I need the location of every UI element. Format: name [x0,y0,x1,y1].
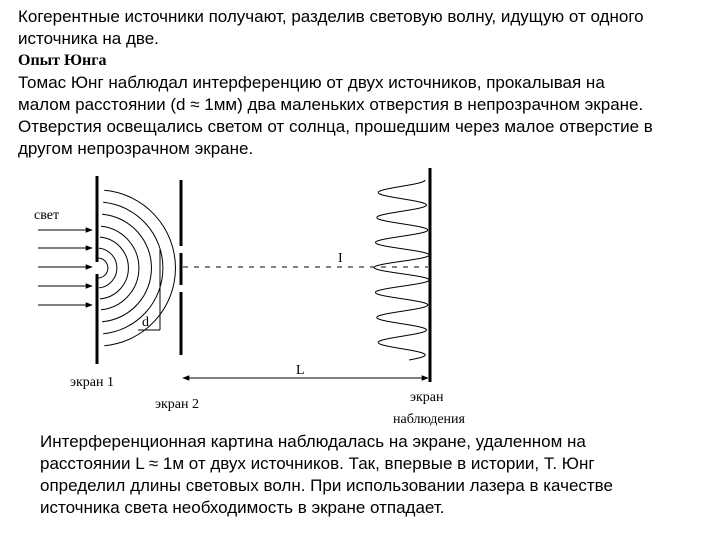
conclusion-line-4: источника света необходимость в экране отпадает. [40,498,445,517]
conclusion-line-3: определил длины световых волн. При использовании лазера в качестве [40,476,613,495]
screen-2-label: экран 2 [155,397,200,412]
observation-screen-label-line-2: наблюдения [393,412,465,427]
conclusion-line-1: Интерференционная картина наблюдалась на экране, удаленном на [40,432,586,451]
description-line-2: малом расстоянии (d ≈ 1мм) два маленьких отверстия в непрозрачном экране. [18,95,644,114]
intro-line-2: источника на две. [18,29,159,48]
wavefront-arc [102,214,151,322]
conclusion-line-2: расстоянии L ≈ 1м от двух источников. Так, впервые в истории, Т. Юнг [40,454,595,473]
observation-screen-label-line-1: экран [410,390,444,405]
d-label: d [142,315,149,330]
wavefront-arc [104,190,175,345]
conclusion-paragraph [40,431,613,519]
wavefront-arc [98,258,108,278]
distance-label: L [296,363,305,378]
light-label: свет [34,208,60,223]
incident-light-arrows [38,230,92,305]
description-line-4: другом непрозрачном экране. [18,139,254,158]
description-line-1: Томас Юнг наблюдал интерференцию от двух источников, прокалывая на [18,73,605,92]
wavefront-arc [100,237,129,299]
interference-pattern [374,180,429,360]
wavefronts [98,190,176,345]
section-heading: Опыт Юнга [18,52,107,69]
intro-line-1: Когерентные источники получают, разделив световую волну, идущую от одного [18,7,644,26]
intensity-label: I [338,251,343,266]
description-line-3: Отверстия освещались светом от солнца, прошедшим через малое отверстие в [18,117,653,136]
wavefront-arc [103,202,163,333]
screen-1-label: экран 1 [70,375,115,390]
